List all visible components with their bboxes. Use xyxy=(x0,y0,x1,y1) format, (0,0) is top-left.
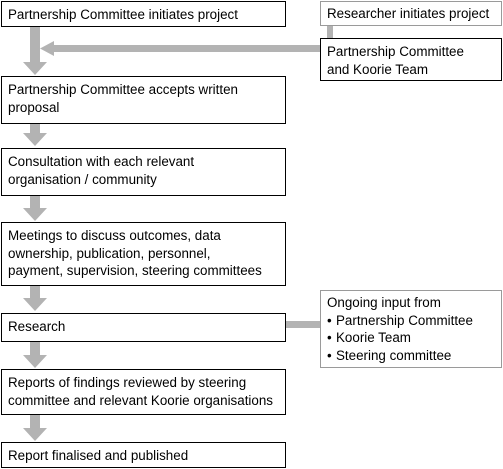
step-6-text-line-1: Reports of findings reviewed by steering xyxy=(8,375,247,390)
arrow-down-1 xyxy=(23,27,47,75)
step-4-text-line-1: Meetings to discuss outcomes, data xyxy=(8,228,221,243)
connector-researcher-team xyxy=(327,26,333,38)
step-2-text-line-2: proposal xyxy=(8,99,60,115)
ongoing-input-item: • Koorie Team xyxy=(327,329,495,347)
ongoing-input-list xyxy=(327,312,495,365)
step-7-text: Report finalised and published xyxy=(8,448,189,463)
arrow-down-3 xyxy=(23,196,47,221)
step-5-text: Research xyxy=(8,319,66,334)
team-text-line-2: and Koorie Team xyxy=(327,61,428,77)
step-4-text-line-3: payment, supervision, steering committees xyxy=(8,263,262,278)
team-text-line-1: Partnership Committee xyxy=(327,44,464,59)
step-2-text-line-1: Partnership Committee accepts written xyxy=(8,82,238,97)
ongoing-input-heading: Ongoing input from xyxy=(327,295,441,310)
arrow-down-6 xyxy=(23,415,47,441)
ongoing-input-box xyxy=(320,290,502,368)
step-1-text: Partnership Committee initiates project xyxy=(8,7,238,22)
step-1-box xyxy=(1,1,286,27)
researcher-box xyxy=(320,1,502,26)
step-5-box xyxy=(1,313,286,342)
ongoing-input-item: • Partnership Committee xyxy=(327,312,495,330)
arrow-left-team xyxy=(40,41,320,56)
step-7-box xyxy=(1,442,286,468)
step-4-box xyxy=(1,222,286,286)
step-4-text-line-2: ownership, publication, personnel, xyxy=(8,245,211,261)
ongoing-input-item: • Steering committee xyxy=(327,347,495,365)
step-3-box xyxy=(1,148,286,196)
researcher-text: Researcher initiates project xyxy=(327,6,490,21)
arrow-down-5 xyxy=(23,342,47,368)
step-6-box xyxy=(1,369,286,415)
step-3-text-line-1: Consultation with each relevant xyxy=(8,154,195,169)
arrow-down-4 xyxy=(23,286,47,311)
step-6-text-line-2: committee and relevant Koorie organisations xyxy=(8,392,273,408)
step-2-box xyxy=(1,76,286,124)
arrow-down-2 xyxy=(23,124,47,146)
team-box xyxy=(320,38,502,81)
step-3-text-line-2: organisation / community xyxy=(8,171,157,187)
